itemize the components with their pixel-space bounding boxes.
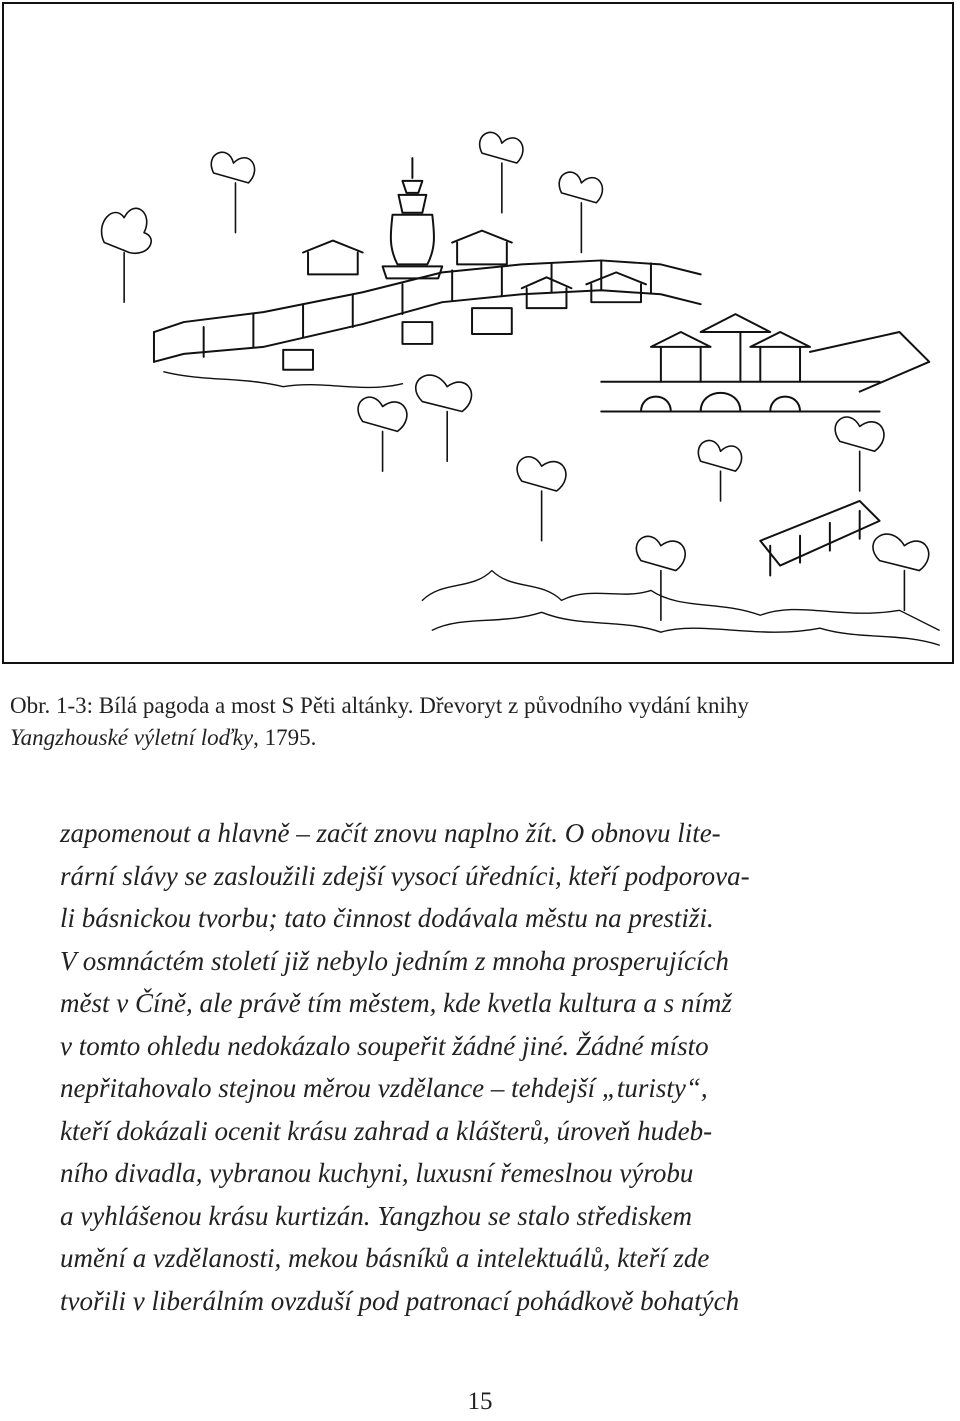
trees <box>102 132 929 620</box>
body-paragraph <box>60 812 900 1322</box>
foliage <box>164 372 939 645</box>
woodcut-illustration <box>4 4 952 662</box>
caption-year: , 1795. <box>253 725 317 750</box>
text-line: kteří dokázali ocenit krásu zahrad a klášterů, úroveň hudeb- <box>60 1115 713 1146</box>
figure-caption <box>10 690 950 754</box>
text-line: ního divadla, vybranou kuchyni, luxusní řemeslnou výrobu <box>60 1158 694 1188</box>
text-line: a vyhlášenou krásu kurtizán. Yangzhou se stalo střediskem <box>60 1200 692 1231</box>
caption-text: Obr. 1-3: Bílá pagoda a most S Pěti altánky. Dřevoryt z původního vydání knihy <box>10 693 749 718</box>
caption-book-title: Yangzhouské výletní loďky <box>10 725 254 750</box>
five-pavilion-bridge <box>601 314 929 411</box>
text-line: měst v Číně, ale právě tím městem, kde kvetla kultura a s nímž <box>60 988 732 1018</box>
text-line: v tomto ohledu nedokázalo soupeřit žádné jiné. Žádné místo <box>60 1030 709 1061</box>
white-pagoda <box>383 158 443 278</box>
text-line: li básnickou tvorbu; tato činnost dodávala městu na prestiži. <box>60 903 714 933</box>
covered-bridge <box>760 501 879 576</box>
text-line: V osmnáctém století již nebylo jedním z mnoha prosperujících <box>60 945 729 976</box>
city-wall <box>154 260 701 369</box>
text-line: umění a vzdělanosti, mekou básníků a intelektuálů, kteří zde <box>60 1243 710 1273</box>
text-line: zapomenout a hlavně – začít znovu naplno žít. O obnovu lite- <box>60 818 721 848</box>
page-number: 15 <box>467 1388 493 1415</box>
text-line: rární slávy se zasloužili zdejší vysocí úředníci, kteří podporova- <box>60 860 750 891</box>
text-line: nepřitahovalo stejnou měrou vzdělance – tehdejší „turisty“, <box>60 1073 708 1103</box>
text-line: tvořili v liberálním ovzduší pod patronací pohádkově bohatých <box>60 1285 740 1316</box>
woodcut-figure <box>2 2 954 664</box>
